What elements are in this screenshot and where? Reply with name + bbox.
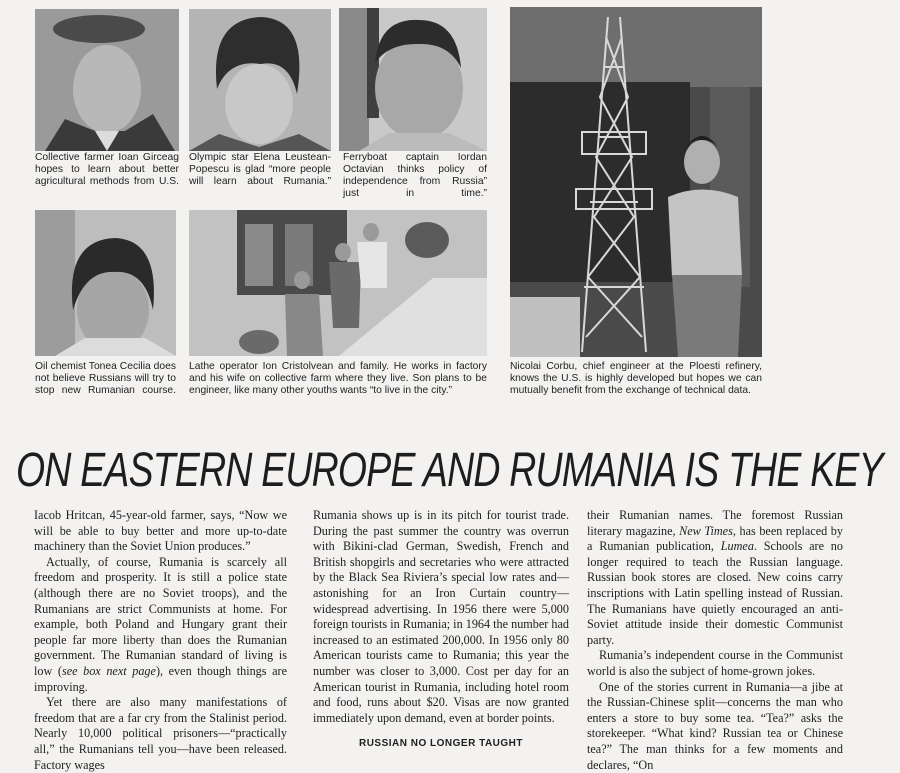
text-run: Actually, of course, Rumania is scarcely all freedom and prosperity. It is still a police state (although there are no Soviet troops), and the Rumanians are strict Communists at home. For example, both Poland and Hungary grant their people far more liberty than does the Rumanian government. The Rumanian standard of living is low ( (34, 554, 287, 678)
lathe-operator-family-image (189, 210, 487, 356)
body-column-1 (34, 508, 287, 773)
caption-farmer: Collective farmer Ioan Girceag hopes to learn about better agricultural methods from U.S. (35, 152, 179, 187)
paragraph: Yet there are also many manifestations of freedom that are a far cry from the Stalinist period. Nearly 10,000 political prisoners—“practically all,” the Rumanians tell you—have been released. Factory wages (34, 695, 287, 772)
body-column-2 (313, 508, 569, 752)
section-subhead: RUSSIAN NO LONGER TAUGHT (358, 738, 524, 750)
farmer-portrait-image (35, 9, 179, 151)
caption-lathe-operator-family: Lathe operator Ion Cristolvean and family. He works in factory and his wife on collective farm where they live. Son plans to be engineer, like many other youths wants “to live in the city.” (189, 361, 487, 396)
paragraph (587, 508, 843, 648)
photo-farmer (35, 9, 179, 151)
paragraph (34, 555, 287, 695)
chief-engineer-oil-derrick-image (510, 7, 762, 357)
photo-lathe-operator-family (189, 210, 487, 356)
caption-chief-engineer: Nicolai Corbu, chief engineer at the Ploesti refinery, knows the U.S. is highly developed but hopes we can mutually benefit from the exchange of technical data. (510, 361, 762, 396)
magazine-title: New Times (679, 523, 733, 538)
olympic-star-portrait-image (189, 9, 331, 151)
paragraph: One of the stories current in Rumania—a jibe at the Russian-Chinese split—concerns the man who enters a store to buy some tea. “Tea?” asks the storekeeper. “What kind? Russian tea or Chinese tea?” The man thinks for a few moments and declares, “On (587, 679, 843, 772)
text-run: , has been replaced by a Rumanian publication, (587, 523, 843, 554)
ferryboat-captain-portrait-image (339, 8, 487, 151)
text-run: ), even though things are improving. (34, 663, 288, 694)
caption-olympic-star: Olympic star Elena Leustean-Popescu is glad “more people will learn about Rumania.” (189, 152, 331, 187)
text-run: . Schools are no longer required to teach the Russian language. Russian book stores are closed. New coins carry inscriptions with Latin spelling instead of Russian. The Rumanians have quietly encouraged an anti-Soviet attitude inside their domestic Communist party. (587, 539, 843, 647)
oil-chemist-portrait-image (35, 210, 176, 356)
article-headline: ON EASTERN EUROPE AND RUMANIA IS THE KEY (16, 444, 883, 497)
caption-oil-chemist: Oil chemist Tonea Cecilia does not believe Russians will try to stop new Rumanian course. (35, 361, 176, 396)
body-column-3 (587, 508, 843, 773)
caption-ferryboat-captain: Ferryboat captain Iordan Octavian thinks policy of independence from Russia” just in time.” (343, 152, 487, 199)
cross-reference: see box next page (61, 663, 156, 678)
photo-chief-engineer (510, 7, 762, 357)
publication-title: Lumea (720, 539, 754, 554)
photo-ferryboat-captain (339, 8, 487, 151)
photo-oil-chemist (35, 210, 176, 356)
text-run: their Rumanian names. The foremost Russian literary magazine, (587, 508, 843, 538)
paragraph: Rumania’s independent course in the Communist world is also the subject of home-grown jokes. (587, 648, 843, 678)
photo-olympic-star (189, 9, 331, 151)
paragraph: Rumania shows up is in its pitch for tourist trade. During the past summer the country was overrun with Bikini-clad German, Swedish, French and British shopgirls and secretaries who were attracted by the Black Sea Riviera’s special low rates and—astonishing for an Iron Curtain country—widespread advertising. In 1956 there were 5,000 foreign tourists in Rumania; in 1964 the number had increased to an estimated 200,000. In 1956 only 80 American tourists came to Rumania; this year the number was closer to 3,000. Cost per day for an American tourist in Rumania, including hotel room and food, runs about $20. Visas are now granted immediately upon demand, even at border points. (313, 508, 569, 725)
paragraph: Iacob Hritcan, 45-year-old farmer, says, “Now we will be able to buy better and more up-to-date machinery than the Soviet Union produces.” (34, 508, 287, 554)
